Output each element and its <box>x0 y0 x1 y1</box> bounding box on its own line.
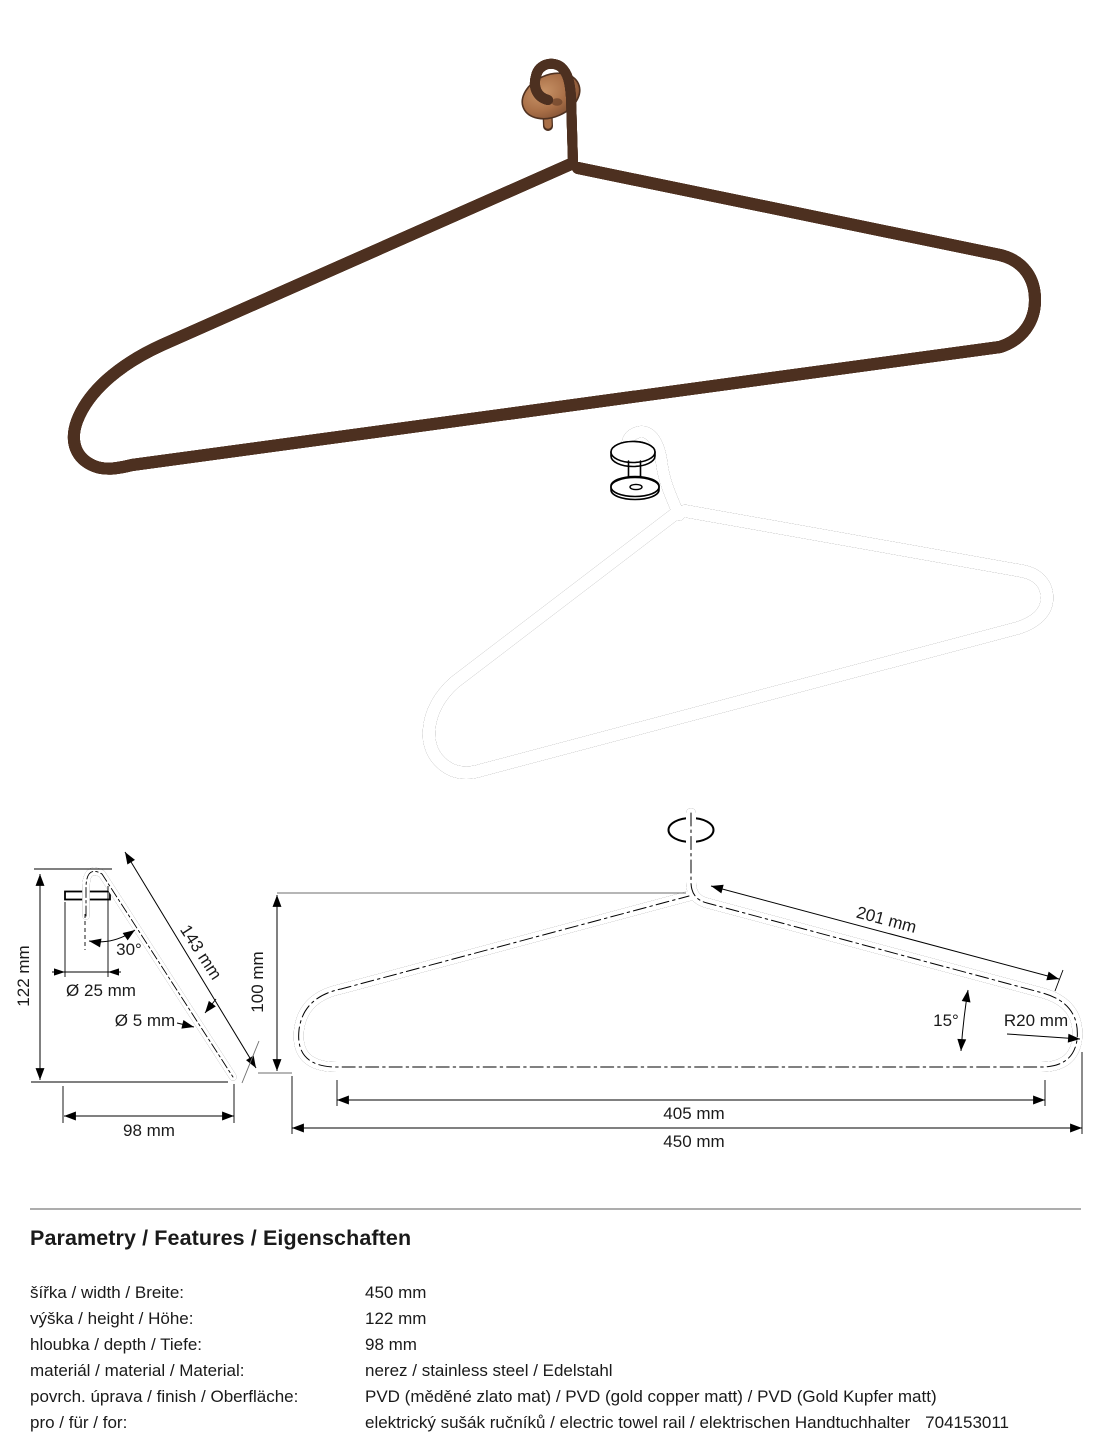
dim-front-inner-width-label: 405 mm <box>663 1104 725 1123</box>
product-code: 704153011 <box>925 1412 1010 1432</box>
dim-side-angle-label: 30° <box>116 940 142 959</box>
outline-wire <box>429 432 1047 773</box>
spec-label: šířka / width / Breite: <box>30 1283 184 1302</box>
dim-front-corner-radius-label: R20 mm <box>1003 1011 1069 1030</box>
mount-disc-outline <box>611 442 655 479</box>
spec-label: výška / height / Höhe: <box>30 1308 194 1328</box>
spec-row-depth <box>30 1332 1009 1358</box>
front-view-drawing <box>242 813 1082 1151</box>
spec-table <box>30 1280 1009 1435</box>
copper-render-view <box>74 64 1035 469</box>
spec-label: materiál / material / Material: <box>30 1360 245 1380</box>
spec-row-width <box>30 1280 1009 1306</box>
spec-label: pro / für / for: <box>30 1412 128 1432</box>
spec-section-title: Parametry / Features / Eigenschaften <box>30 1226 412 1250</box>
spec-value: PVD (měděné zlato mat) / PVD (gold copper matt) / PVD (Gold Kupfer matt) <box>365 1386 937 1406</box>
dim-side-wire-diameter-label: Ø 5 mm <box>114 1011 176 1030</box>
dim-side-arm-length-label: 143 mm <box>176 921 226 984</box>
dim-side-depth-label: 98 mm <box>123 1121 175 1140</box>
spec-row-material <box>30 1358 1009 1384</box>
spec-row-finish <box>30 1384 1009 1410</box>
spec-value: 98 mm <box>365 1334 417 1354</box>
line-art-view <box>429 432 1047 773</box>
spec-value: 450 mm <box>365 1283 427 1302</box>
spec-label: povrch. úprava / finish / Oberfläche: <box>30 1386 299 1406</box>
section-divider <box>30 1208 1081 1210</box>
dim-front-height-label: 100 mm <box>248 951 267 1013</box>
dim-front-arm-length-label: 201 mm <box>854 902 919 937</box>
spec-row-for <box>30 1410 1009 1436</box>
dim-side-plate-diameter-label: Ø 25 mm <box>66 981 136 1000</box>
spec-value: elektrický sušák ručníků / electric towel rail / elektrischen Handtuchhalter <box>365 1412 911 1432</box>
spec-row-height <box>30 1306 1009 1332</box>
spec-label: hloubka / depth / Tiefe: <box>30 1334 203 1354</box>
dim-front-overall-width-label: 450 mm <box>663 1132 725 1151</box>
side-view-drawing <box>14 852 256 1140</box>
copper-wire <box>74 64 1035 469</box>
dim-front-angle-label: 15° <box>933 1011 959 1030</box>
spec-value: 122 mm <box>365 1308 427 1328</box>
spec-value: nerez / stainless steel / Edelstahl <box>365 1360 613 1380</box>
washer-outline <box>611 477 659 500</box>
dim-side-height-label: 122 mm <box>14 945 33 1007</box>
